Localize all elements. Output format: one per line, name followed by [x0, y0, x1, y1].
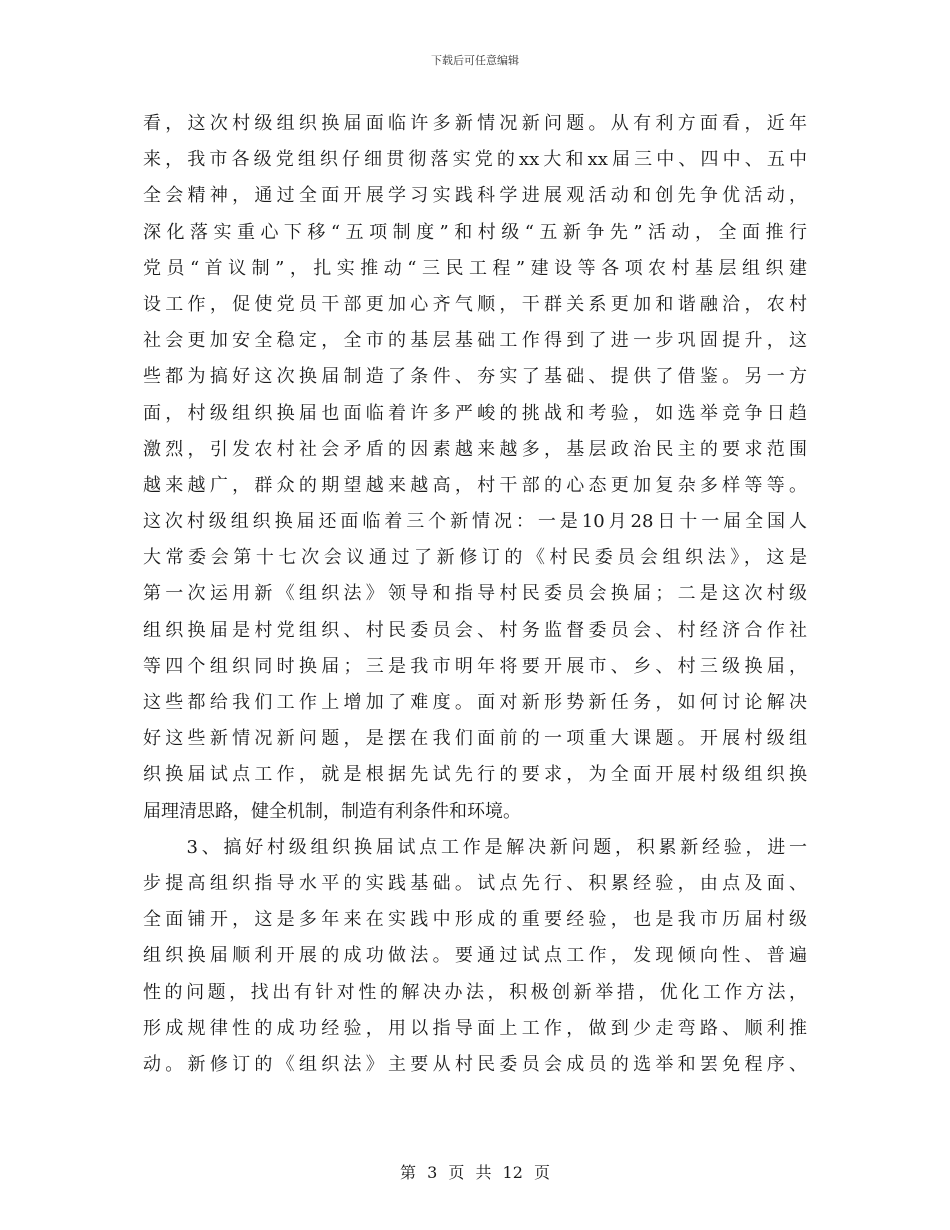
- text-line: 组织换届是村党组织、村民委员会、村务监督委员会、村经济合作社: [143, 619, 807, 641]
- text-line: 面，村级组织换届也面临着许多严峻的挑战和考验，如选举竞争日趋: [143, 402, 807, 424]
- text-line: 深化落实重心下移“五项制度”和村级“五新争先”活动，全面推行: [143, 221, 807, 243]
- text-line: 大常委会第十七次会议通过了新修订的《村民委员会组织法》，这是: [143, 547, 807, 569]
- text-line: 第一次运用新《组织法》领导和指导村民委员会换届；二是这次村级: [143, 583, 807, 605]
- text-line: 激烈，引发农村社会矛盾的因素越来越多，基层政治民主的要求范围: [143, 438, 807, 460]
- text-line: 步提高组织指导水平的实践基础。试点先行、积累经验，由点及面、: [143, 872, 807, 894]
- page-header: 下载后可任意编辑: [431, 54, 519, 67]
- text-line: 动。新修订的《组织法》主要从村民委员会成员的选举和罢免程序、: [143, 1053, 807, 1075]
- text-line: 些都为搞好这次换届制造了条件、夯实了基础、提供了借鉴。另一方: [143, 366, 807, 388]
- text-line: 看，这次村级组织换届面临许多新情况新问题。从有利方面看，近年: [143, 113, 807, 134]
- text-line: 织换届试点工作，就是根据先试先行的要求，为全面开展村级组织换: [143, 764, 807, 786]
- text-line: 组织换届顺利开展的成功做法。要通过试点工作，发现倾向性、普遍: [143, 945, 807, 967]
- text-line: 好这些新情况新问题，是摆在我们面前的一项重大课题。开展村级组: [143, 728, 807, 750]
- text-line: 社会更加安全稳定，全市的基层基础工作得到了进一步巩固提升，这: [143, 330, 807, 352]
- text-line: 设工作，促使党员干部更加心齐气顺，干群关系更加和谐融洽，农村: [143, 293, 807, 315]
- text-line: 等四个组织同时换届；三是我市明年将要开展市、乡、村三级换届，: [143, 655, 807, 677]
- text-line: 形成规律性的成功经验，用以指导面上工作，做到少走弯路、顺利推: [143, 1017, 807, 1039]
- text-line: 全会精神，通过全面开展学习实践科学进展观活动和创先争优活动，: [143, 185, 807, 207]
- text-line: 越来越广，群众的期望越来越高，村干部的心态更加复杂多样等等。: [143, 474, 807, 496]
- text-line: 来，我市各级党组织仔细贯彻落实党的xx大和xx届三中、四中、五中: [143, 149, 807, 171]
- text-line: 全面铺开，这是多年来在实践中形成的重要经验，也是我市历届村级: [143, 909, 807, 931]
- text-line: 这次村级组织换届还面临着三个新情况：一是10月28日十一届全国人: [143, 511, 807, 533]
- text-line-paragraph-end: 届理清思路，健全机制，制造有利条件和环境。: [143, 800, 521, 822]
- document-body: [143, 106, 807, 1083]
- text-line-paragraph-start: 3、搞好村级组织换届试点工作是解决新问题，积累新经验，进一: [143, 836, 807, 858]
- page-footer: 第 3 页 共 12 页: [400, 1163, 550, 1182]
- text-line: 性的问题，找出有针对性的解决办法，积极创新举措，优化工作方法，: [143, 981, 807, 1003]
- text-line: 党员“首议制”，扎实推动“三民工程”建设等各项农村基层组织建: [143, 257, 807, 279]
- text-line: 这些都给我们工作上增加了难度。面对新形势新任务，如何讨论解决: [143, 692, 807, 713]
